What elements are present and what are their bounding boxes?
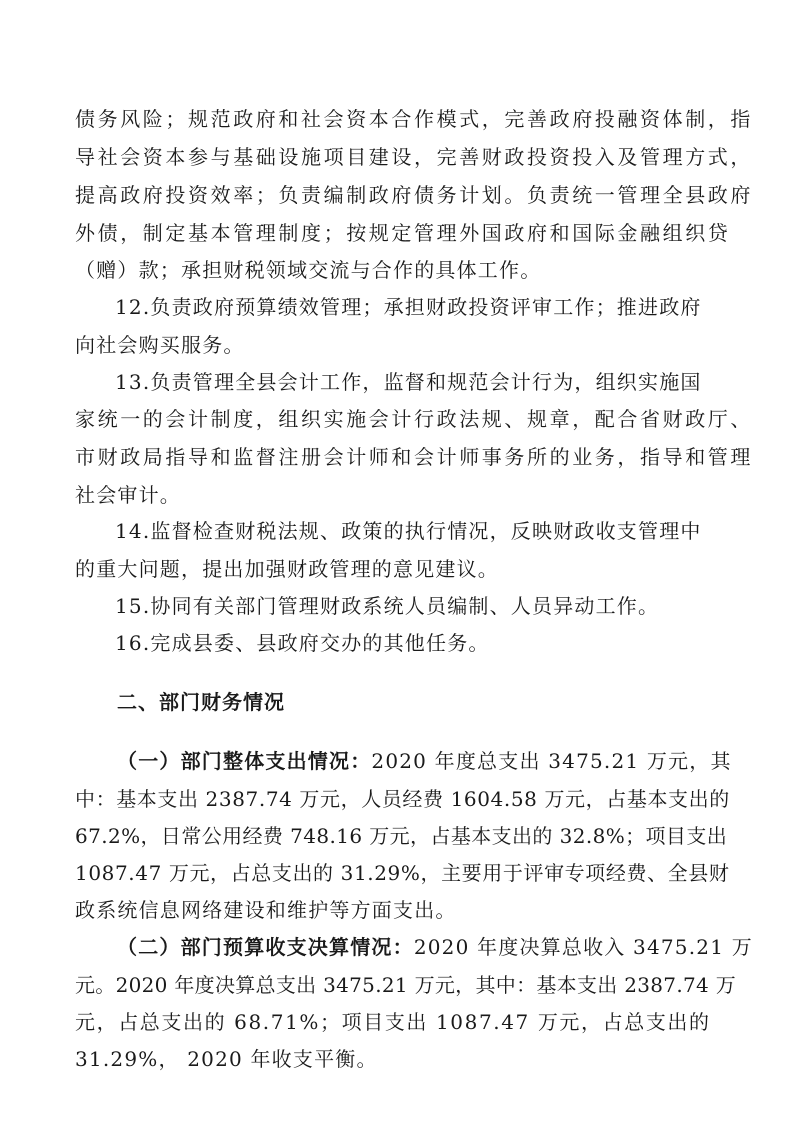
list-item-13: 13.负责管理全县会计工作，监督和规范会计行为，组织实施国 bbox=[115, 370, 702, 394]
paragraph-line: 外债，制定基本管理制度；按规定管理外国政府和国际金融组织贷 bbox=[75, 221, 731, 245]
section-heading: 二、部门财务情况 bbox=[117, 690, 285, 714]
paragraph-line: 的重大问题，提出加强财政管理的意见建议。 bbox=[75, 557, 499, 581]
paragraph-line: （赠）款；承担财税领域交流与合作的具体工作。 bbox=[75, 258, 542, 282]
part2-first-line-text: 2020 年度决算总收入 3475.21 万 bbox=[413, 935, 753, 959]
paragraph-line: 社会审计。 bbox=[75, 483, 181, 507]
paragraph-first-line bbox=[117, 934, 767, 960]
paragraph-line: 1087.47 万元，占总支出的 31.29%，主要用于评审专项经费、全县财 bbox=[75, 861, 730, 885]
paragraph-line: 债务风险；规范政府和社会资本合作模式，完善政府投融资体制，指 bbox=[75, 107, 753, 131]
paragraph-line: 政系统信息网络建设和维护等方面支出。 bbox=[75, 898, 457, 922]
paragraph-line: 提高政府投资效率；负责编制政府债务计划。负责统一管理全县政府 bbox=[75, 183, 753, 207]
list-item-16: 16.完成县委、县政府交办的其他任务。 bbox=[115, 631, 490, 655]
list-item-14: 14.监督检查财税法规、政策的执行情况，反映财政收支管理中 bbox=[115, 519, 702, 543]
part1-first-line-text: 2020 年度总支出 3475.21 万元，其 bbox=[371, 749, 732, 773]
part2-label: （二）部门预算收支决算情况： bbox=[117, 935, 414, 959]
paragraph-line: 市财政局指导和监督注册会计师和会计师事务所的业务，指导和管理 bbox=[75, 445, 753, 469]
part1-label: （一）部门整体支出情况： bbox=[117, 749, 372, 773]
paragraph-first-line bbox=[117, 748, 767, 774]
list-item-15: 15.协同有关部门管理财政系统人员编制、人员异动工作。 bbox=[115, 594, 660, 618]
paragraph-line: 67.2%，日常公用经费 748.16 万元，占基本支出的 32.8%；项目支出 bbox=[75, 824, 728, 848]
paragraph-line: 导社会资本参与基础设施项目建设，完善财政投资投入及管理方式， bbox=[75, 145, 753, 169]
paragraph-line: 元。2020 年度决算总支出 3475.21 万元，其中：基本支出 2387.74 万 bbox=[75, 973, 736, 997]
paragraph-line: 中：基本支出 2387.74 万元，人员经费 1604.58 万元，占基本支出的 bbox=[75, 787, 730, 811]
list-item-12: 12.负责政府预算绩效管理；承担财政投资评审工作；推进政府 bbox=[115, 295, 702, 319]
paragraph-line: 家统一的会计制度，组织实施会计行政法规、规章，配合省财政厅、 bbox=[75, 407, 753, 431]
paragraph-line: 31.29%， 2020 年收支平衡。 bbox=[75, 1047, 378, 1071]
paragraph-line: 向社会购买服务。 bbox=[75, 333, 245, 357]
paragraph-line: 元，占总支出的 68.71%；项目支出 1087.47 万元，占总支出的 bbox=[75, 1010, 711, 1034]
